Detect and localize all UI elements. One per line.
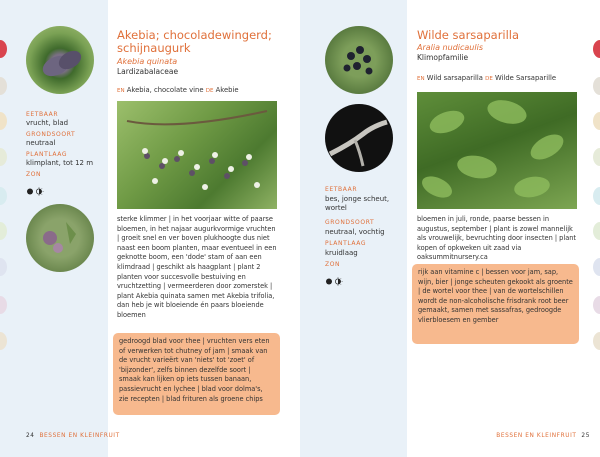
right-footer-title: BESSEN EN KLEINFRUIT — [496, 433, 577, 439]
de-code: DE — [205, 88, 214, 94]
eetbaar-value: bes, jonge scheut, wortel — [325, 195, 390, 212]
right-family: Klimopfamilie — [417, 53, 469, 62]
sarsaparilla-berries-photo — [325, 26, 393, 94]
page-tab — [593, 148, 600, 166]
grondsoort-value: neutraal, vochtig — [325, 228, 385, 236]
right-body-text: bloemen in juli, ronde, paarse bessen in augustus, september | plant is zowel mannelijk als vrouwelijk, bevruchting door insecten | plant kopen of opkweken uit zaad via oaksummitnursery.ca — [417, 215, 577, 262]
page-tab — [593, 187, 600, 205]
grondsoort-label: GRONDSOORT — [325, 219, 375, 226]
plantlaag-label: PLANTLAAG — [325, 240, 367, 247]
left-family: Lardizabalaceae — [117, 67, 179, 76]
left-footer-title: BESSEN EN KLEINFRUIT — [39, 433, 120, 439]
en-name: Akebia, chocolate vine — [126, 86, 204, 94]
half-shade-icon — [325, 271, 345, 290]
plantlaag-value: kruidlaag — [325, 249, 358, 257]
page-tab — [593, 112, 600, 130]
right-common-names — [417, 74, 556, 82]
de-name: Akebie — [215, 86, 239, 94]
sun-icon — [26, 181, 46, 200]
left-common-names — [117, 86, 239, 94]
akebia-flower-photo — [26, 204, 94, 272]
zon-label: ZON — [26, 171, 42, 178]
en-code: EN — [117, 88, 125, 94]
page-tab — [593, 40, 600, 58]
sarsaparilla-main-photo — [417, 92, 577, 209]
plantlaag-label: PLANTLAAG — [26, 151, 68, 158]
left-latin-name: Akebia quinata — [117, 57, 178, 66]
right-usage-box: rijk aan vitamine c | bessen voor jam, sap, wijn, bier | jonge scheuten gekookt als groente | de wortel voor thee | van de wortelschillen wordt de non-alcoholische frisdrank root beer gemaakt, samen met sassafras, gedroogde vlierbloesem en gember — [412, 264, 579, 344]
zon-label: ZON — [325, 261, 341, 268]
en-code: EN — [417, 76, 425, 82]
grondsoort-value: neutraal — [26, 139, 56, 147]
eetbaar-value: vrucht, blad — [26, 119, 69, 127]
akebia-main-photo — [117, 101, 277, 209]
right-footer — [496, 433, 590, 439]
eetbaar-label: EETBAAR — [325, 186, 358, 193]
page-tab — [593, 77, 600, 95]
right-page-title: Wilde sarsaparilla — [417, 28, 520, 42]
page-tab — [593, 332, 600, 350]
right-page-number: 25 — [581, 433, 590, 439]
de-name: Wilde Sarsaparille — [494, 74, 557, 82]
page-tab — [593, 222, 600, 240]
left-body-text: sterke klimmer | in het voorjaar witte of paarse bloemen, in het najaar augurkvormige vruchten | groeit snel en ver boven plukhoogte dus niet naast een boom planten, maar eventueel in een geknotte boom, een 'dode' stam of aan een klimdraad | geschikt als haagplant | plant 2 planten voor succesvolle bestuiving en vruchtzetting | vermeerderen door zomerstek | plant Akebia quinata samen met Akebia trifolia, dan heb je wit bloeiende én paars bloeiende bloemen — [117, 215, 277, 319]
left-page-title: Akebia; chocoladewingerd; schijnaugurk — [117, 28, 272, 55]
right-latin-name: Aralia nudicaulis — [417, 43, 483, 52]
en-name: Wild sarsaparilla — [426, 74, 483, 82]
sarsaparilla-root-photo — [325, 104, 393, 172]
akebia-fruit-photo — [26, 26, 94, 94]
left-page-number: 24 — [26, 433, 35, 439]
grondsoort-label: GRONDSOORT — [26, 131, 76, 138]
plantlaag-value: klimplant, tot 12 m — [26, 159, 94, 167]
page-tab — [593, 258, 600, 276]
eetbaar-label: EETBAAR — [26, 111, 59, 118]
de-code: DE — [485, 76, 493, 82]
page-tab — [593, 296, 600, 314]
left-usage-box: gedroogd blad voor thee | vruchten vers eten of verwerken tot chutney of jam | smaak van de vrucht varieërt van 'niets' tot 'zoet' of 'bijzonder', zelfs binnen dezelfde soort | smaak kan lijken op iets tussen banaan, passievrucht en lychee | blad voor dolma's, zie recepten | blad frituren als groene chips — [113, 333, 280, 415]
left-footer — [26, 433, 120, 439]
